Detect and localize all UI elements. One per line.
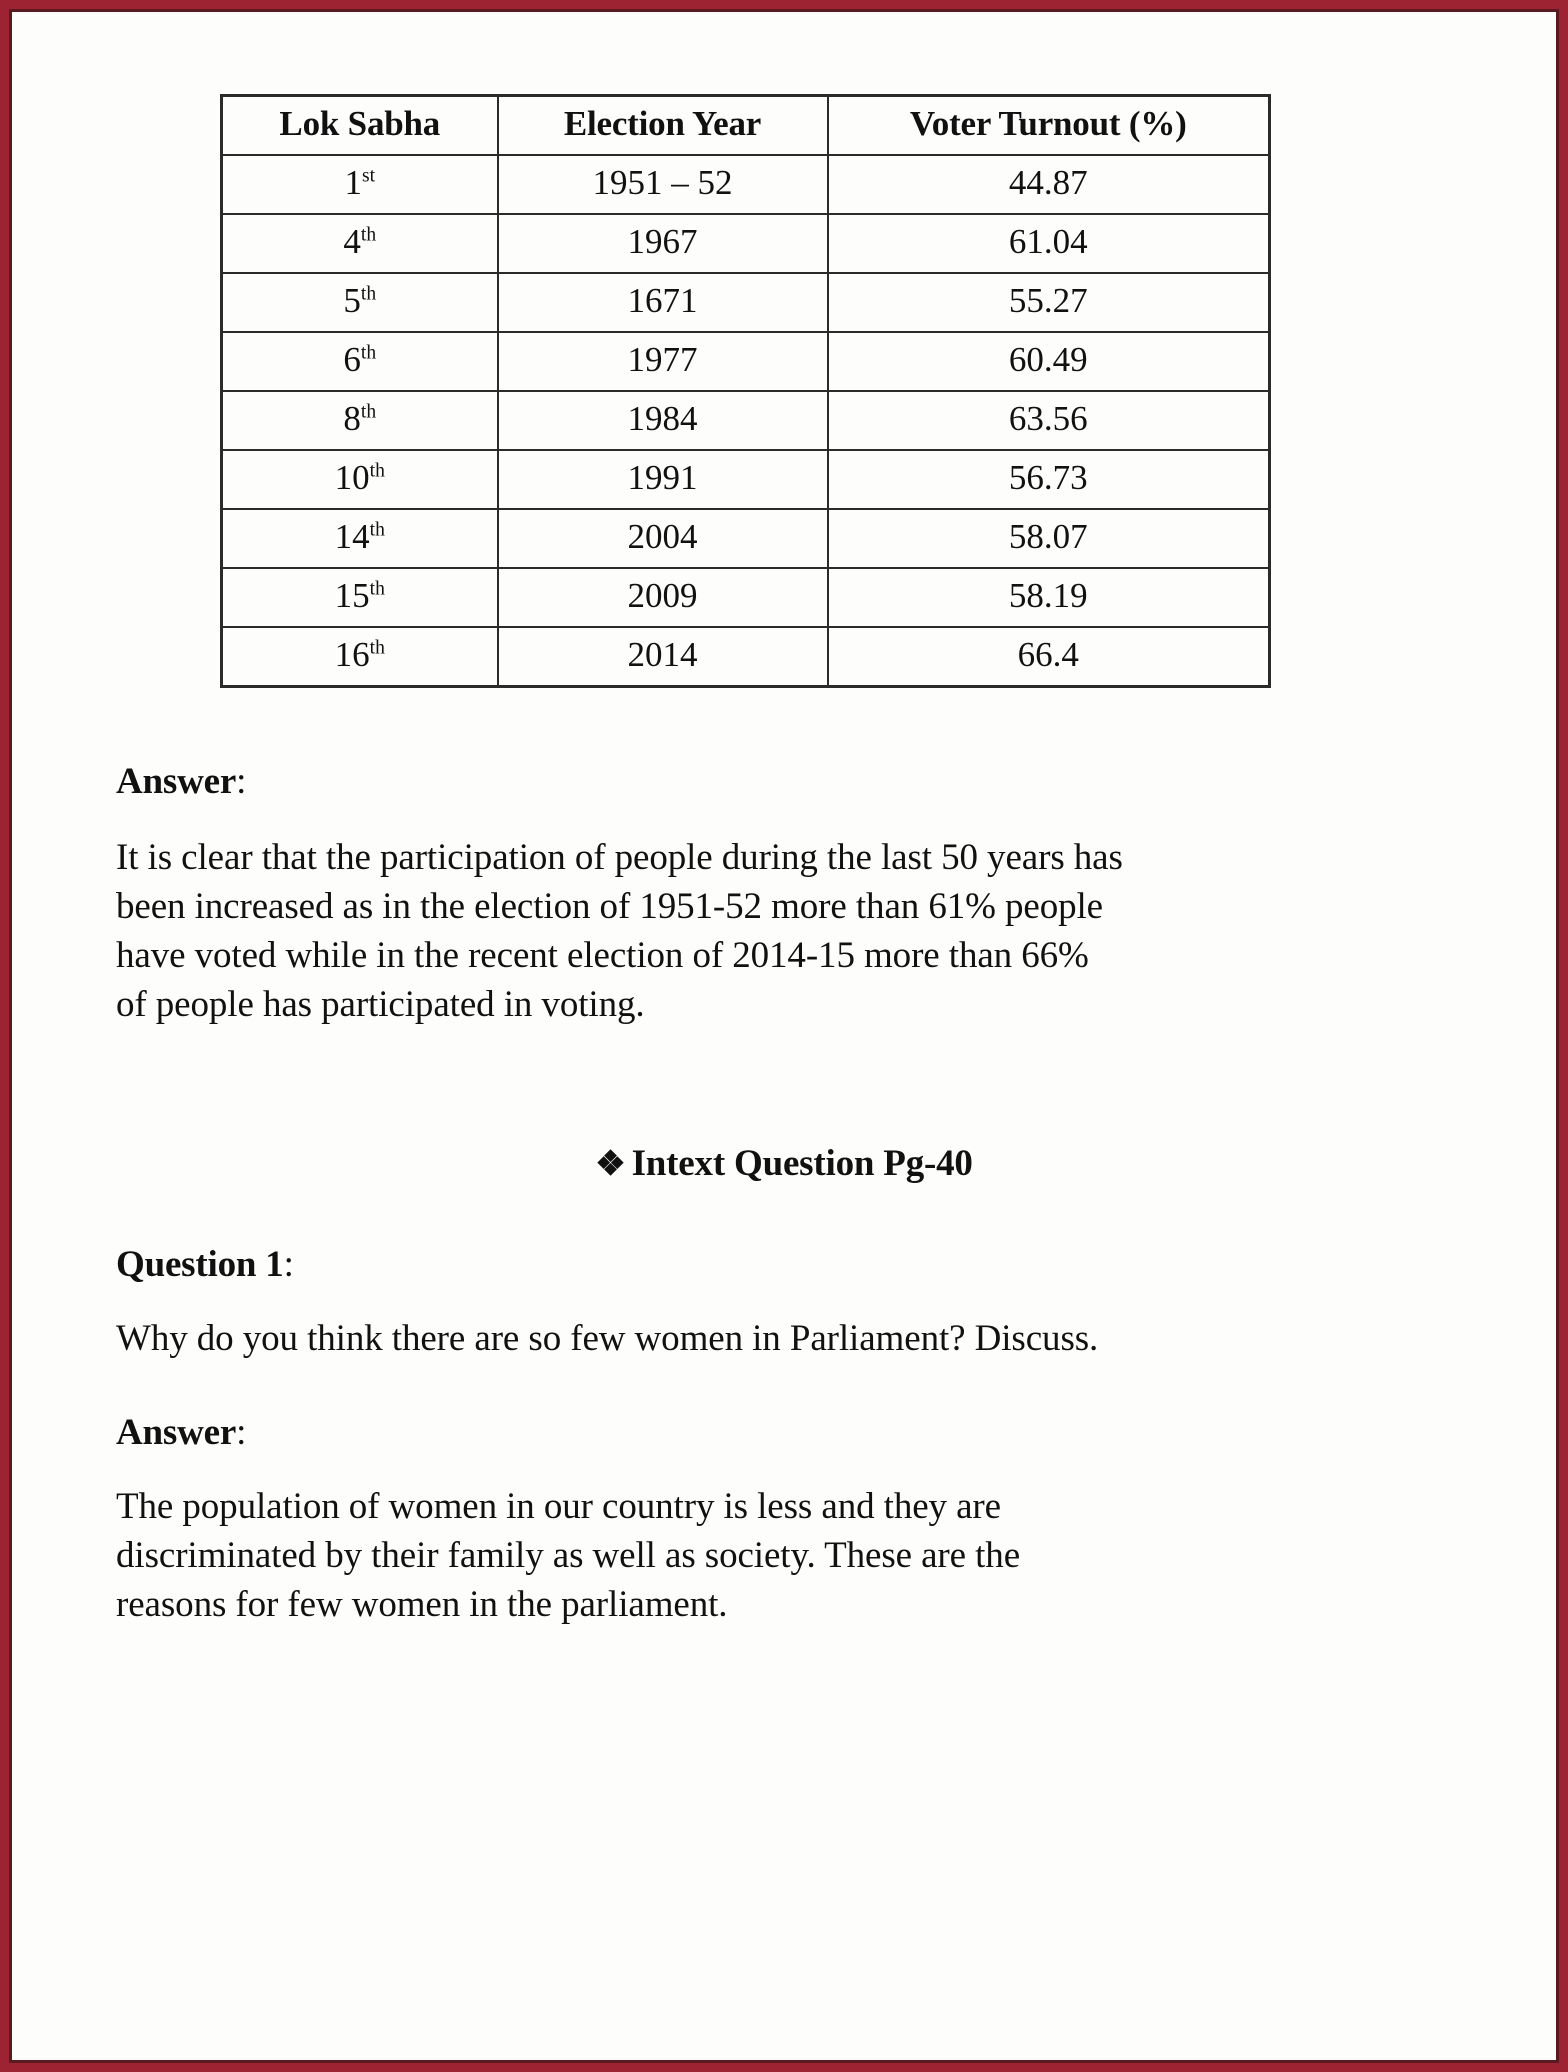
page-inner-border	[9, 9, 1559, 2063]
cell-lok-sabha	[222, 332, 498, 391]
intext-question-heading	[116, 1142, 1452, 1185]
lok-sabha-number: 4	[343, 221, 361, 261]
cell-lok-sabha	[222, 273, 498, 332]
answer-paragraph-1: It is clear that the participation of people during the last 50 years has been increased as in the election of 1951-52 more than 61% people have voted while in the recent election of 2014-15 more than 66% of people has participated in voting.	[116, 836, 1123, 1026]
lok-sabha-number: 6	[343, 339, 361, 379]
column-header-election-year: Election Year	[498, 96, 828, 155]
question-block-1	[116, 1243, 1452, 1363]
cell-election-year: 1977	[498, 332, 828, 391]
table-header	[222, 96, 1270, 155]
cell-voter-turnout: 58.07	[828, 509, 1270, 568]
cell-lok-sabha	[222, 568, 498, 627]
cell-election-year: 1951 – 52	[498, 155, 828, 214]
cell-voter-turnout: 63.56	[828, 391, 1270, 450]
answer-label-1	[116, 760, 1452, 803]
answer-label-2	[116, 1411, 1452, 1454]
cell-voter-turnout: 66.4	[828, 627, 1270, 687]
ordinal-suffix: th	[360, 342, 377, 364]
ordinal-suffix: th	[369, 578, 385, 600]
ordinal-suffix: th	[360, 283, 377, 305]
voter-turnout-table	[220, 94, 1271, 688]
page-content	[16, 16, 1552, 1629]
question-label-text: Question 1	[116, 1243, 284, 1285]
table-row	[222, 509, 1270, 568]
cell-election-year: 1671	[498, 273, 828, 332]
ordinal-suffix: th	[369, 637, 385, 659]
table-header-row	[222, 96, 1270, 155]
ordinal-suffix: th	[360, 401, 377, 423]
cell-election-year: 1967	[498, 214, 828, 273]
table-row	[222, 273, 1270, 332]
answer-block-1	[116, 760, 1452, 1030]
answer-label-text: Answer	[116, 760, 237, 802]
cell-voter-turnout: 61.04	[828, 214, 1270, 273]
table-row	[222, 155, 1270, 214]
table-row	[222, 214, 1270, 273]
lok-sabha-number: 1	[344, 162, 362, 202]
ordinal-suffix: th	[369, 519, 385, 541]
column-header-lok-sabha: Lok Sabha	[222, 96, 498, 155]
column-header-voter-turnout: Voter Turnout (%)	[828, 96, 1270, 155]
document-page	[16, 16, 1552, 2056]
cell-election-year: 2009	[498, 568, 828, 627]
lok-sabha-number: 10	[334, 457, 370, 497]
voter-turnout-table-wrapper	[220, 94, 1452, 688]
cell-lok-sabha	[222, 155, 498, 214]
answer-label-text: Answer	[116, 1411, 237, 1453]
cell-lok-sabha	[222, 214, 498, 273]
answer-label-colon: :	[236, 1411, 247, 1453]
cell-lok-sabha	[222, 627, 498, 687]
ordinal-suffix: st	[361, 165, 376, 187]
lok-sabha-number: 14	[334, 516, 370, 556]
answer-label-colon: :	[236, 760, 247, 802]
answer-block-2	[116, 1411, 1452, 1630]
cell-voter-turnout: 56.73	[828, 450, 1270, 509]
cell-election-year: 1984	[498, 391, 828, 450]
table-body	[222, 155, 1270, 687]
intext-question-heading-text: Intext Question Pg-40	[631, 1142, 973, 1184]
answer-paragraph-2: The population of women in our country is less and they are discriminated by their family as well as society. These are the reasons for few women in the parliament.	[116, 1485, 1021, 1626]
table-row	[222, 450, 1270, 509]
lok-sabha-number: 16	[334, 634, 370, 674]
cell-lok-sabha	[222, 509, 498, 568]
cell-election-year: 2004	[498, 509, 828, 568]
cell-voter-turnout: 55.27	[828, 273, 1270, 332]
question-label-colon: :	[283, 1243, 294, 1285]
question-label-1	[116, 1243, 1452, 1286]
cell-voter-turnout: 44.87	[828, 155, 1270, 214]
ordinal-suffix: th	[360, 224, 377, 246]
question-paragraph-1: Why do you think there are so few women in Parliament? Discuss.	[116, 1317, 1099, 1359]
ordinal-suffix: th	[369, 460, 385, 482]
table-row	[222, 332, 1270, 391]
cell-voter-turnout: 58.19	[828, 568, 1270, 627]
table-row	[222, 391, 1270, 450]
cell-lok-sabha	[222, 391, 498, 450]
table-row	[222, 627, 1270, 687]
cell-voter-turnout: 60.49	[828, 332, 1270, 391]
lok-sabha-number: 15	[334, 575, 370, 615]
cell-lok-sabha	[222, 450, 498, 509]
cell-election-year: 2014	[498, 627, 828, 687]
diamond-bullet-icon: ❖	[595, 1145, 626, 1183]
lok-sabha-number: 8	[343, 398, 361, 438]
cell-election-year: 1991	[498, 450, 828, 509]
table-row	[222, 568, 1270, 627]
lok-sabha-number: 5	[343, 280, 361, 320]
